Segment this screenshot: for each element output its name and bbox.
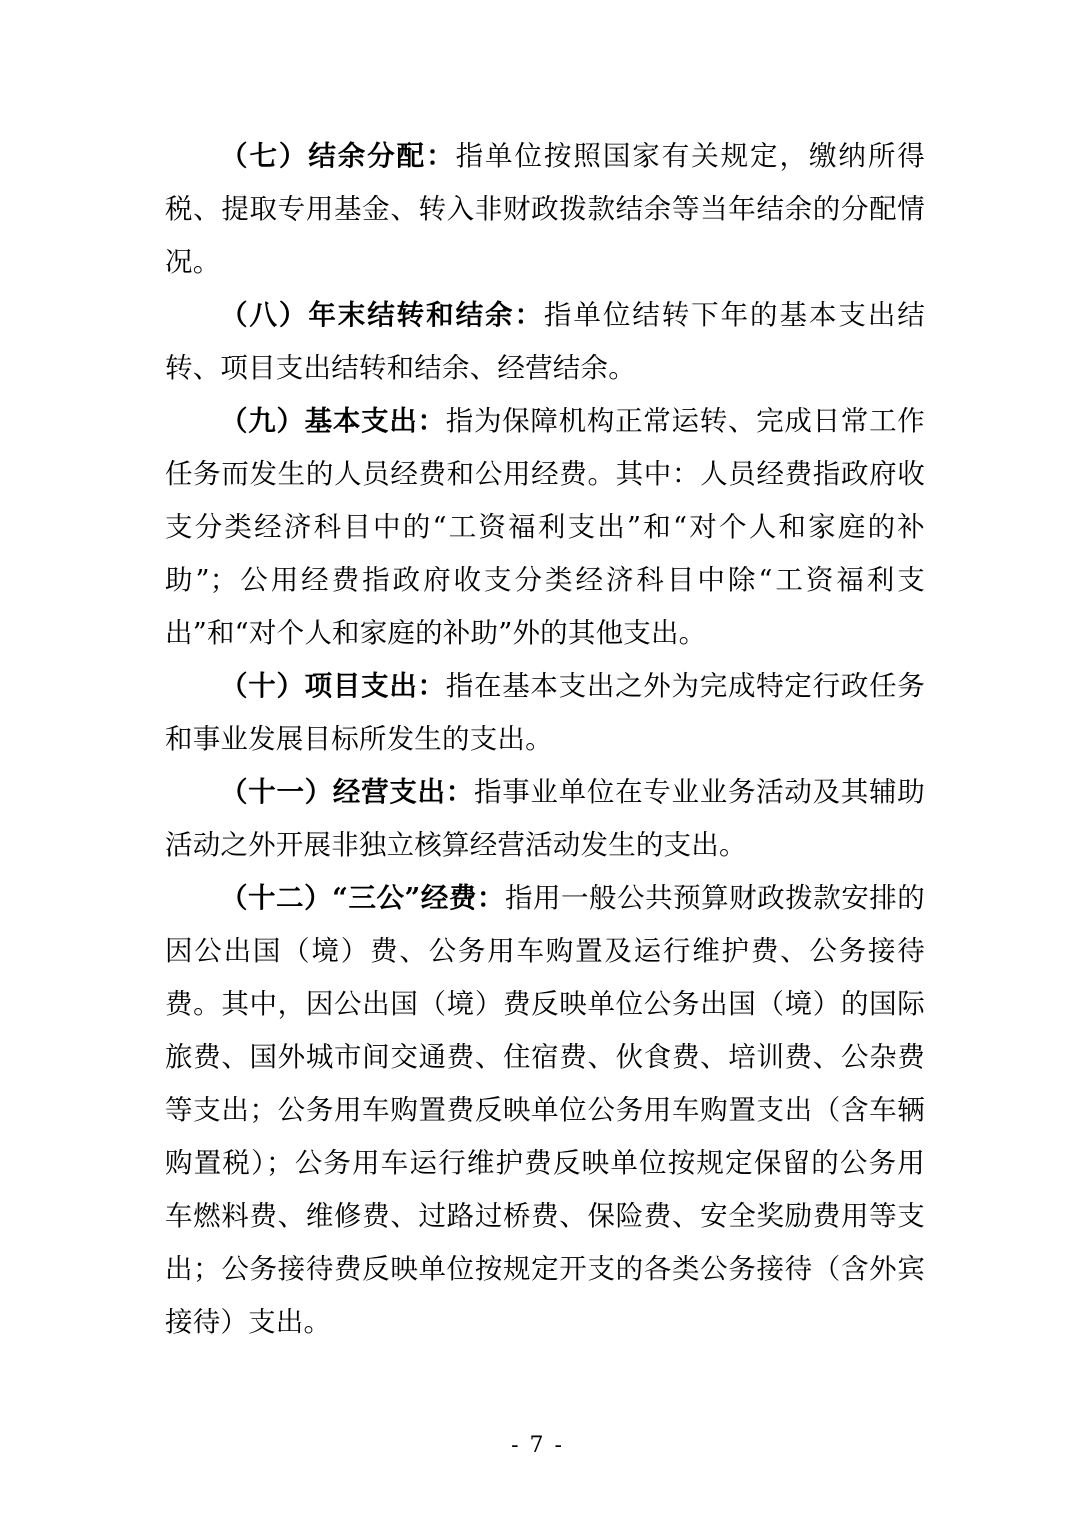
paragraph-8 (165, 289, 925, 395)
paragraph-7 (165, 130, 925, 289)
paragraph-8-text: 指单位结转下年的基本支出结转、项目支出结转和结余、经营结余。 (165, 299, 925, 384)
paragraph-7-lead: （七）结余分配： (220, 140, 456, 172)
paragraph-9 (165, 395, 925, 660)
paragraph-11-text: 指事业单位在专业业务活动及其辅助活动之外开展非独立核算经营活动发生的支出。 (165, 776, 925, 861)
paragraph-11 (165, 766, 925, 872)
paragraph-12-text: 指用一般公共预算财政拨款安排的因公出国（境）费、公务用车购置及运行维护费、公务接待费。其中，因公出国（境）费反映单位公务出国（境）的国际旅费、国外城市间交通费、住宿费、伙食费、培训费、公杂费等支出；公务用车购置费反映单位公务用车购置支出（含车辆购置税）；公务用车运行维护费反映单位按规定保留的公务用车燃料费、维修费、过路过桥费、保险费、安全奖励费用等支出；公务接待费反映单位按规定开支的各类公务接待（含外宾接待）支出。 (165, 882, 926, 1338)
page-number: - 7 - (511, 1433, 564, 1458)
paragraph-12 (165, 872, 925, 1349)
paragraph-7-text: 指单位按照国家有关规定，缴纳所得税、提取专用基金、转入非财政拨款结余等当年结余的分配情况。 (165, 140, 925, 278)
document-body (165, 130, 925, 1349)
paragraph-10-lead: （十）项目支出： (220, 670, 446, 702)
paragraph-9-lead: （九）基本支出： (220, 405, 446, 437)
paragraph-11-lead: （十一）经营支出： (220, 776, 474, 808)
paragraph-10 (165, 660, 925, 766)
paragraph-9-text: 指为保障机构正常运转、完成日常工作任务而发生的人员经费和公用经费。其中：人员经费指政府收支分类经济科目中的“工资福利支出”和“对个人和家庭的补助”；公用经费指政府收支分类经济科目中除“工资福利支出”和“对个人和家庭的补助”外的其他支出。 (165, 405, 925, 649)
paragraph-8-lead: （八）年末结转和结余： (220, 299, 544, 331)
paragraph-12-lead: （十二）“三公”经费： (220, 882, 505, 914)
paragraph-10-text: 指在基本支出之外为完成特定行政任务和事业发展目标所发生的支出。 (165, 670, 925, 755)
